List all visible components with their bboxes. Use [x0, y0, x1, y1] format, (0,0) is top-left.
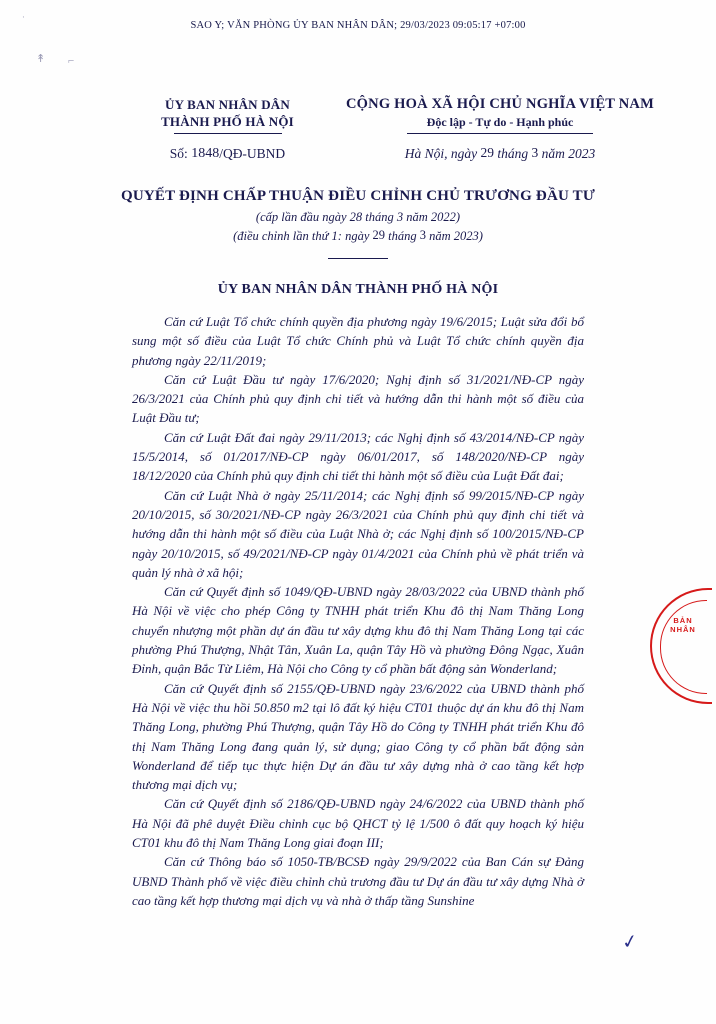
signature-mark: ✓	[620, 930, 640, 955]
document-title: QUYẾT ĐỊNH CHẤP THUẬN ĐIỀU CHỈNH CHỦ TRƯƠNG ĐẦU TƯ	[120, 188, 596, 204]
national-heading	[330, 96, 670, 134]
official-seal	[650, 588, 712, 704]
body-paragraph: Căn cứ Quyết định số 2186/QĐ-UBND ngày 24/6/2022 của UBND thành phố Hà Nội đã phê duyệt Điều chỉnh cục bộ QHCT tỷ lệ 1/500 ô đất quy hoạch ký hiệu CT01 khu đô thị Nam Thăng Long giai đoạn III;	[132, 796, 584, 851]
body-paragraph: Căn cứ Luật Đầu tư ngày 17/6/2020; Nghị định số 31/2021/NĐ-CP ngày 26/3/2021 của Chính phủ quy định chi tiết và hướng dẫn thi hành một số điều của Luật Đầu tư;	[132, 371, 584, 426]
body-paragraph: Căn cứ Quyết định số 2155/QĐ-UBND ngày 23/6/2022 của UBND thành phố Hà Nội về việc thu hồi 50.850 m2 tại lô đất ký hiệu CT01 thuộc dự án khu đô thị Nam Thăng Long, phường Phú Thượng, quận Tây Hồ do Công ty TNHH phát triển Khu đô thị Nam Thăng Long đang quản lý, sử dụng; giao Công ty cổ phần bất động sản Wonderland để tiếp tục thực hiện Dự án đầu tư xây dựng nhà ở cao tầng kết hợp thương mại dịch vụ;	[132, 680, 584, 793]
amendment-suffix: năm 2023)	[429, 229, 483, 243]
scan-stamp-text: SAO Y; VĂN PHÒNG ỦY BAN NHÂN DÂN; 29/03/2023 09:05:17 +07:00	[190, 20, 526, 31]
body-paragraph: Căn cứ Thông báo số 1050-TB/BCSĐ ngày 29/9/2022 của Ban Cán sự Đảng UBND Thành phố về việc điều chỉnh chủ trương đầu tư Dự án đầu tư xây dựng Nhà ở cao tầng kết hợp thương mại dịch vụ và nhà ở thấp tầng Sunshine	[132, 854, 584, 908]
place-date-line	[330, 146, 670, 162]
document-number-value: 1848	[191, 146, 220, 161]
header-rule-left	[174, 133, 282, 134]
national-line-2: Độc lập - Tự do - Hạnh phúc	[426, 115, 574, 129]
body-paragraph: Căn cứ Luật Nhà ở ngày 25/11/2014; các Nghị định số 99/2015/NĐ-CP ngày 20/10/2015, số 30/2021/NĐ-CP ngày 26/3/2021 của Chính phủ quy định chi tiết và hướng dẫn thi hành một số điều của Luật Nhà ở; các Nghị định số 100/2015/NĐ-CP ngày 20/10/2015, số 49/2021/NĐ-CP ngày 01/4/2021 của Chính phủ về phát triển và quản lý nhà ở xã hội;	[132, 487, 584, 580]
amendment-prefix: (điều chỉnh lần thứ 1: ngày	[233, 229, 370, 243]
org-line-2: THÀNH PHỐ HÀ NỘI	[161, 114, 294, 129]
amendment-month-label: tháng	[388, 229, 417, 243]
issuing-organization	[120, 96, 335, 134]
date-year-label: năm	[541, 146, 565, 161]
body-paragraph: Căn cứ Luật Tổ chức chính quyền địa phương ngày 19/6/2015; Luật sửa đổi bổ sung một số điều của Luật Tổ chức Chính phủ và Luật Tổ chức chính quyền địa phương ngày 22/11/2019;	[132, 314, 584, 368]
seal-text: BẢN NHÂN	[670, 616, 696, 634]
body-paragraph: Căn cứ Quyết định số 1049/QĐ-UBND ngày 28/03/2022 của UBND thành phố Hà Nội về việc cho phép Công ty TNHH phát triển Khu đô thị Nam Thăng Long chuyển nhượng một phần dự án đầu tư xây dựng khu đô thị Nam Thăng Long tại các phường Phú Thượng, Nhật Tân, Xuân La, quận Tây Hồ và phường Đông Ngạc, Xuân Đỉnh, quận Bắc Từ Liêm, Hà Nội cho Công ty cổ phần bất động sản Wonderland;	[132, 584, 584, 677]
title-divider	[328, 258, 388, 259]
national-line-1: CỘNG HOÀ XÃ HỘI CHỦ NGHĨA VIỆT NAM	[346, 96, 654, 112]
seal-inner-ring	[660, 600, 707, 694]
document-number-suffix: /QĐ-UBND	[219, 146, 286, 161]
document-subtitle-amendment	[0, 229, 716, 244]
document-subtitle-first-issue: (cấp lần đầu ngày 28 tháng 3 năm 2022)	[255, 210, 461, 224]
place-date-prefix: Hà Nội, ngày	[404, 146, 478, 161]
document-header	[0, 96, 716, 176]
scan-artifact-a: ·	[21, 11, 26, 23]
body-paragraph: Căn cứ Luật Đất đai ngày 29/11/2013; các Nghị định số 43/2014/NĐ-CP ngày 15/5/2014, số 01/2017/NĐ-CP ngày 06/01/2017, số 148/2020/NĐ-CP ngày 18/12/2020 của Chính phủ quy định chi tiết thi hành một số điều của Luật Đất đai;	[132, 429, 584, 484]
date-year: 2023	[568, 146, 596, 161]
org-line-1: ỦY BAN NHÂN DÂN	[165, 97, 290, 112]
date-month-label: tháng	[497, 146, 529, 161]
scan-artifact-c: ⌐	[68, 55, 75, 67]
amendment-month: 3	[419, 228, 426, 242]
document-body	[132, 312, 584, 910]
date-day: 29	[480, 145, 494, 160]
document-number-label: Số:	[169, 146, 188, 161]
scan-artifact-b: ↟	[36, 53, 46, 65]
issuer-name: ỦY BAN NHÂN DÂN THÀNH PHỐ HÀ NỘI	[217, 282, 499, 297]
document-number-line	[120, 146, 335, 163]
amendment-day: 29	[372, 228, 385, 242]
header-rule-right	[407, 133, 593, 134]
date-month: 3	[531, 145, 539, 160]
